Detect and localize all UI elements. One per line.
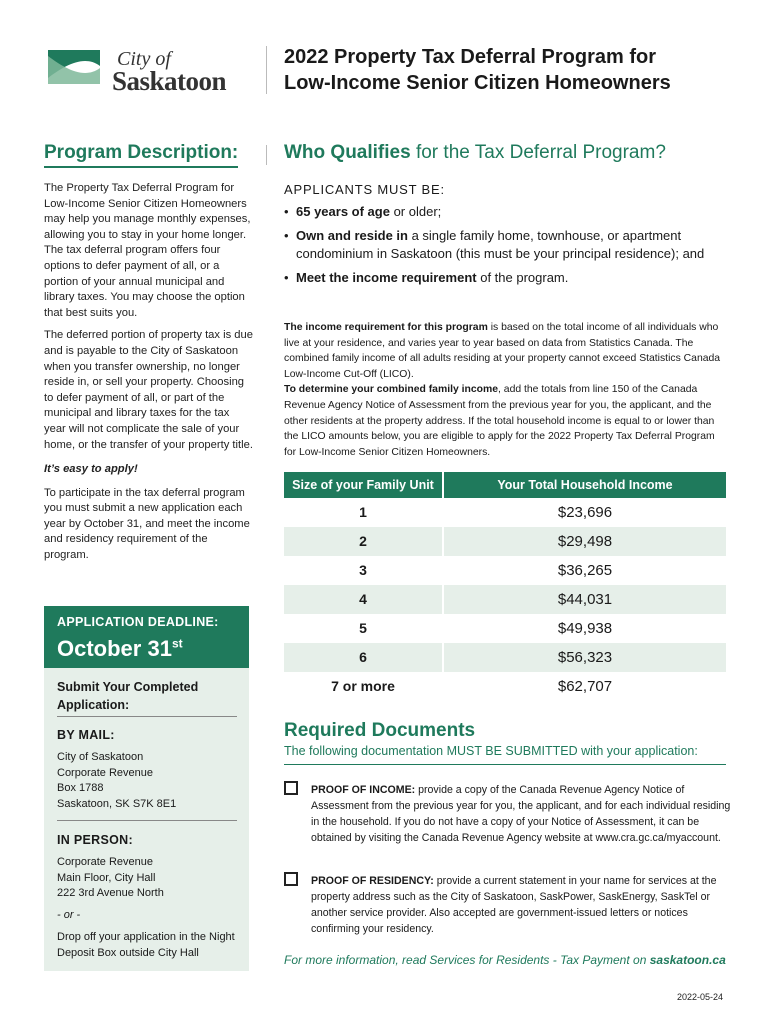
saskatoon-link[interactable]: saskatoon.ca <box>649 953 726 967</box>
qualification-list <box>284 203 734 293</box>
proof-of-residency: PROOF OF RESIDENCY: provide a current statement in your name for services at the property address such as the City of Saskatoon, SaskPower, SaskEnergy, SaskTel or another service provider. Also accepted are government-issued letters or notices confirming your residency. <box>311 875 717 935</box>
logo-name-text: Saskatoon <box>112 66 227 96</box>
deadline-box <box>44 606 249 668</box>
lico-table <box>284 472 726 701</box>
city-logo-icon <box>44 44 104 90</box>
deadline-date: October 31st <box>57 636 183 661</box>
mail-address: City of Saskatoon Corporate Revenue Box 1788 Saskatoon, SK S7K 8E1 <box>57 751 177 810</box>
required-documents-subtitle: The following documentation MUST BE SUBMITTED with your application: <box>284 744 698 758</box>
income-requirement: The income requirement for this program is based on the total income of all individuals who live at your residence, and varies year to year based on data from Statistics Canada. The combined family income of all adults residing at your property cannot exceed Statistics Canada Low-Income Cut-Off (LICO). To determine your combined family income, add the totals from line 150 of the Canada Revenue Agency Notice of Assessment from the previous year for you, the applicant, and the other residents at the property address. If the total household income is equal to or lower than the LICO amounts below, you are eligible to apply for the 2022 Property Tax Deferral Program for Low-Income Senior Citizen Homeowners. <box>284 322 721 458</box>
more-info: For more information, read Services for Residents - Tax Payment on saskatoon.ca <box>284 953 726 967</box>
document-date: 2022-05-24 <box>677 992 724 1002</box>
required-documents-heading: Required Documents <box>284 720 476 741</box>
mail-divider <box>57 820 237 821</box>
header-divider <box>266 46 267 94</box>
easy-to-apply: It’s easy to apply! <box>44 463 138 476</box>
list-item: • 65 years of age or older; <box>284 203 734 221</box>
section-divider <box>266 145 267 165</box>
page-title: 2022 Property Tax Deferral Program for Low-Income Senior Citizen Homeowners <box>284 46 671 94</box>
col-household-income: Your Total Household Income <box>444 472 726 498</box>
program-para-2: The deferred portion of property tax is due and is payable to the City of Saskatoon when you transfer ownership, no longer reside in, or sell your property. Choosing to defer payment of all, or part of the municipal and library taxes for the tax year will not complicate the sale of your home, or the transfer of your property title. <box>44 329 253 451</box>
table-row: 3 $36,265 <box>359 562 613 579</box>
col-family-size: Size of your Family Unit <box>284 472 442 498</box>
in-person-label: IN PERSON: <box>57 833 133 847</box>
table-row: 7 or more $62,707 <box>331 678 613 695</box>
applicants-must-be: APPLICANTS MUST BE: <box>284 182 445 197</box>
checkbox-icon <box>284 781 298 795</box>
program-para-1: The Property Tax Deferral Program for Low-Income Senior Citizen Homeowners may help you manage monthly expenses, allowing you to stay in your home longer. The tax deferral program offers four options to defer payment of all, or a portion of your annual municipal and library taxes. You may choose the option that best suits you. <box>44 182 251 319</box>
program-para-3: To participate in the tax deferral program you must submit a new application each year by October 31, and meet the income and residency requirement of the program. <box>44 486 250 562</box>
table-row: 6 $56,323 <box>284 643 726 672</box>
program-heading: Program Description: <box>44 142 239 163</box>
table-row: 4 $44,031 <box>284 585 726 614</box>
required-divider <box>284 764 726 765</box>
program-heading-underline <box>44 166 238 168</box>
submit-heading: Submit Your Completed Application: <box>57 680 199 712</box>
list-item: • Meet the income requirement of the program. <box>284 269 734 287</box>
table-row: 1 $23,696 <box>359 504 613 521</box>
list-item: • Own and reside in a single family home, townhouse, or apartment condominium in Saskatoon (this must be your principal residence); and <box>284 227 734 263</box>
dropoff-text: Drop off your application in the Night Deposit Box outside City Hall <box>57 931 235 959</box>
deadline-label: APPLICATION DEADLINE: <box>57 615 219 629</box>
table-header <box>284 472 726 498</box>
proof-of-income: PROOF OF INCOME: provide a copy of the Canada Revenue Agency Notice of Assessment from the previous year for you, the applicant, and for each individual residing in the household. If you do not have a copy of your Notice of Assessment, it can be obtained by visiting the Canada Revenue Agency website at www.cra.gc.ca/myaccount. <box>311 784 731 844</box>
mail-label: BY MAIL: <box>57 728 115 742</box>
table-row: 2 $29,498 <box>284 527 726 556</box>
in-person-address: Corporate Revenue Main Floor, City Hall 222 3rd Avenue North <box>57 856 164 900</box>
program-description <box>44 181 254 564</box>
table-row: 5 $49,938 <box>359 620 613 637</box>
submit-divider <box>57 716 237 717</box>
or-text: - or - <box>57 909 81 921</box>
logo-city-text: City of <box>117 48 171 70</box>
who-qualifies-heading: Who Qualifies for the Tax Deferral Program? <box>284 142 666 163</box>
submit-box <box>44 668 249 971</box>
checkbox-icon <box>284 872 298 886</box>
